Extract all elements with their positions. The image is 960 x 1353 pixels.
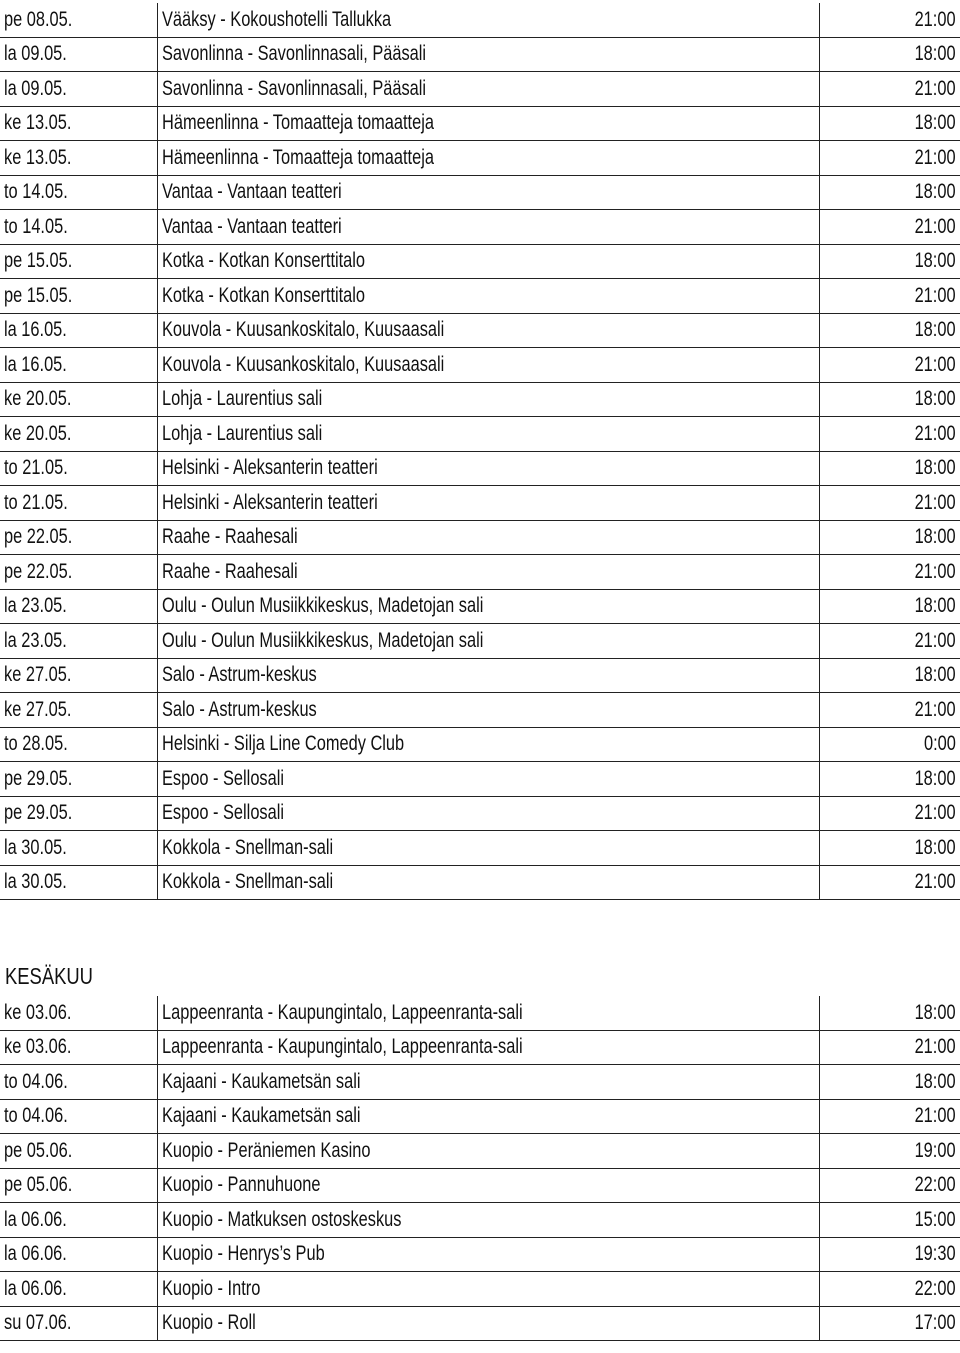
time-cell (819, 865, 960, 900)
venue-text: Espoo - Sellosali (161, 801, 284, 825)
venue-text: Vääksy - Kokoushotelli Tallukka (161, 7, 391, 31)
time-cell (819, 1065, 960, 1100)
schedule-row (0, 72, 960, 107)
time-cell (819, 589, 960, 624)
venue-text: Kokkola - Snellman-sali (161, 835, 333, 859)
date-text: la 30.05. (4, 835, 67, 859)
venue-text: Kokkola - Snellman-sali (161, 870, 333, 894)
date-text: la 06.06. (4, 1242, 67, 1266)
venue-text: Oulu - Oulun Musiikkikeskus, Madetojan sali (161, 594, 483, 618)
date-text: su 07.06. (4, 1311, 72, 1335)
date-text: la 16.05. (4, 318, 67, 342)
time-cell (819, 1306, 960, 1341)
date-cell (0, 658, 157, 693)
venue-cell (157, 1203, 819, 1238)
venue-text: Vantaa - Vantaan teatteri (161, 214, 342, 238)
schedule-row (0, 1306, 960, 1341)
venue-text: Lappeenranta - Kaupungintalo, Lappeenranta-sali (161, 1000, 523, 1024)
date-cell (0, 996, 157, 1030)
date-cell (0, 624, 157, 659)
venue-cell (157, 520, 819, 555)
date-cell (0, 451, 157, 486)
venue-text: Kuopio - Henrys’s Pub (161, 1242, 325, 1266)
time-text: 21:00 (914, 7, 956, 31)
date-cell (0, 279, 157, 314)
schedule-row (0, 658, 960, 693)
venue-text: Oulu - Oulun Musiikkikeskus, Madetojan sali (161, 628, 483, 652)
date-cell (0, 1203, 157, 1238)
time-cell (819, 1237, 960, 1272)
date-cell (0, 210, 157, 245)
time-cell (819, 210, 960, 245)
venue-cell (157, 244, 819, 279)
time-text: 21:00 (914, 352, 956, 376)
schedule-row (0, 693, 960, 728)
date-text: to 14.05. (4, 214, 68, 238)
date-text: ke 13.05. (4, 145, 72, 169)
time-text: 19:00 (914, 1138, 956, 1162)
venue-text: Savonlinna - Savonlinnasali, Pääsali (161, 76, 426, 100)
date-cell (0, 486, 157, 521)
time-text: 18:00 (914, 594, 956, 618)
date-cell (0, 382, 157, 417)
schedule-row (0, 762, 960, 797)
time-text: 18:00 (914, 249, 956, 273)
date-cell (0, 244, 157, 279)
venue-text: Savonlinna - Savonlinnasali, Pääsali (161, 42, 426, 66)
venue-text: Lohja - Laurentius sali (161, 387, 322, 411)
time-cell (819, 279, 960, 314)
date-text: to 28.05. (4, 732, 68, 756)
time-cell (819, 796, 960, 831)
time-text: 21:00 (914, 1104, 956, 1128)
venue-cell (157, 141, 819, 176)
venue-cell (157, 589, 819, 624)
date-text: to 21.05. (4, 456, 68, 480)
time-cell (819, 727, 960, 762)
time-text: 18:00 (914, 111, 956, 135)
date-cell (0, 313, 157, 348)
venue-cell (157, 451, 819, 486)
date-cell (0, 727, 157, 762)
venue-text: Hämeenlinna - Tomaatteja tomaatteja (161, 111, 434, 135)
date-text: la 09.05. (4, 76, 67, 100)
schedule-row (0, 175, 960, 210)
time-text: 18:00 (914, 1069, 956, 1093)
schedule-row (0, 348, 960, 383)
date-cell (0, 141, 157, 176)
venue-cell (157, 762, 819, 797)
time-text: 21:00 (914, 628, 956, 652)
venue-cell (157, 348, 819, 383)
time-text: 0:00 (923, 732, 956, 756)
venue-cell (157, 37, 819, 72)
schedule-row (0, 141, 960, 176)
venue-cell (157, 831, 819, 866)
date-text: to 21.05. (4, 490, 68, 514)
time-cell (819, 37, 960, 72)
time-text: 21:00 (914, 801, 956, 825)
venue-cell (157, 865, 819, 900)
venue-text: Vantaa - Vantaan teatteri (161, 180, 342, 204)
venue-cell (157, 1099, 819, 1134)
venue-cell (157, 693, 819, 728)
venue-text: Kuopio - Peräniemen Kasino (161, 1138, 371, 1162)
date-text: ke 27.05. (4, 697, 72, 721)
time-text: 22:00 (914, 1173, 956, 1197)
time-cell (819, 1272, 960, 1307)
venue-cell (157, 486, 819, 521)
date-text: la 23.05. (4, 628, 67, 652)
date-cell (0, 831, 157, 866)
venue-cell (157, 1030, 819, 1065)
schedule-row (0, 796, 960, 831)
time-cell (819, 451, 960, 486)
schedule-body-june (0, 996, 960, 1341)
schedule-row (0, 279, 960, 314)
date-text: pe 29.05. (4, 766, 73, 790)
date-cell (0, 1099, 157, 1134)
venue-text: Kotka - Kotkan Konserttitalo (161, 283, 365, 307)
time-cell (819, 141, 960, 176)
date-text: la 06.06. (4, 1207, 67, 1231)
date-text: pe 29.05. (4, 801, 73, 825)
time-text: 18:00 (914, 387, 956, 411)
venue-text: Hämeenlinna - Tomaatteja tomaatteja (161, 145, 434, 169)
schedule-row (0, 831, 960, 866)
time-text: 21:00 (914, 421, 956, 445)
schedule-row (0, 1168, 960, 1203)
date-cell (0, 37, 157, 72)
date-cell (0, 106, 157, 141)
schedule-row (0, 589, 960, 624)
time-text: 18:00 (914, 42, 956, 66)
date-cell (0, 520, 157, 555)
time-cell (819, 72, 960, 107)
venue-cell (157, 658, 819, 693)
date-text: ke 20.05. (4, 387, 72, 411)
time-text: 19:30 (914, 1242, 956, 1266)
venue-cell (157, 417, 819, 452)
venue-text: Kajaani - Kaukametsän sali (161, 1069, 360, 1093)
schedule-row (0, 37, 960, 72)
schedule-row (0, 486, 960, 521)
venue-text: Kuopio - Matkuksen ostoskeskus (161, 1207, 401, 1231)
time-text: 22:00 (914, 1276, 956, 1300)
venue-cell (157, 796, 819, 831)
time-text: 18:00 (914, 1000, 956, 1024)
date-text: la 06.06. (4, 1276, 67, 1300)
schedule-row (0, 244, 960, 279)
schedule-row (0, 1099, 960, 1134)
time-cell (819, 244, 960, 279)
time-cell (819, 106, 960, 141)
venue-cell (157, 382, 819, 417)
venue-cell (157, 1272, 819, 1307)
schedule-row (0, 555, 960, 590)
time-cell (819, 1030, 960, 1065)
date-text: pe 05.06. (4, 1138, 73, 1162)
time-text: 21:00 (914, 697, 956, 721)
schedule-row (0, 1030, 960, 1065)
date-text: pe 15.05. (4, 249, 73, 273)
venue-cell (157, 1065, 819, 1100)
date-text: pe 22.05. (4, 559, 73, 583)
schedule-row (0, 996, 960, 1030)
time-cell (819, 175, 960, 210)
venue-cell (157, 555, 819, 590)
time-cell (819, 693, 960, 728)
date-text: ke 20.05. (4, 421, 72, 445)
time-text: 21:00 (914, 559, 956, 583)
venue-text: Salo - Astrum-keskus (161, 697, 317, 721)
schedule-row (0, 624, 960, 659)
time-text: 15:00 (914, 1207, 956, 1231)
date-cell (0, 1030, 157, 1065)
schedule-row (0, 106, 960, 141)
time-cell (819, 658, 960, 693)
venue-text: Helsinki - Aleksanterin teatteri (161, 456, 378, 480)
schedule-row (0, 382, 960, 417)
time-cell (819, 624, 960, 659)
time-cell (819, 762, 960, 797)
venue-cell (157, 624, 819, 659)
time-text: 21:00 (914, 1035, 956, 1059)
date-cell (0, 1134, 157, 1169)
date-text: pe 05.06. (4, 1173, 73, 1197)
schedule-row (0, 1203, 960, 1238)
date-cell (0, 1306, 157, 1341)
date-text: pe 15.05. (4, 283, 73, 307)
schedule-row (0, 1237, 960, 1272)
venue-cell (157, 106, 819, 141)
time-text: 18:00 (914, 663, 956, 687)
time-text: 21:00 (914, 490, 956, 514)
time-cell (819, 520, 960, 555)
time-cell (819, 486, 960, 521)
schedule-row (0, 1272, 960, 1307)
time-cell (819, 1203, 960, 1238)
venue-cell (157, 1134, 819, 1169)
date-text: la 09.05. (4, 42, 67, 66)
venue-cell (157, 175, 819, 210)
venue-text: Helsinki - Aleksanterin teatteri (161, 490, 378, 514)
date-cell (0, 348, 157, 383)
venue-cell (157, 727, 819, 762)
schedule-row (0, 417, 960, 452)
venue-cell (157, 1237, 819, 1272)
venue-text: Kuopio - Intro (161, 1276, 260, 1300)
date-cell (0, 555, 157, 590)
date-text: pe 22.05. (4, 525, 73, 549)
date-cell (0, 1168, 157, 1203)
time-cell (819, 382, 960, 417)
schedule-row (0, 865, 960, 900)
time-text: 21:00 (914, 870, 956, 894)
schedule-body-may (0, 3, 960, 900)
venue-cell (157, 1168, 819, 1203)
time-cell (819, 996, 960, 1030)
venue-text: Lappeenranta - Kaupungintalo, Lappeenranta-sali (161, 1035, 523, 1059)
time-cell (819, 555, 960, 590)
date-text: ke 13.05. (4, 111, 72, 135)
venue-text: Kouvola - Kuusankoskitalo, Kuusaasali (161, 318, 444, 342)
time-text: 18:00 (914, 180, 956, 204)
date-cell (0, 762, 157, 797)
date-cell (0, 796, 157, 831)
venue-cell (157, 72, 819, 107)
date-cell (0, 3, 157, 37)
venue-cell (157, 210, 819, 245)
venue-cell (157, 1306, 819, 1341)
time-cell (819, 831, 960, 866)
date-cell (0, 175, 157, 210)
venue-text: Raahe - Raahesali (161, 525, 298, 549)
time-cell (819, 348, 960, 383)
date-text: ke 27.05. (4, 663, 72, 687)
schedule-row (0, 3, 960, 37)
schedule-row (0, 451, 960, 486)
time-cell (819, 1168, 960, 1203)
time-text: 18:00 (914, 318, 956, 342)
venue-text: Kouvola - Kuusankoskitalo, Kuusaasali (161, 352, 444, 376)
date-text: to 04.06. (4, 1069, 68, 1093)
venue-cell (157, 3, 819, 37)
date-text: ke 03.06. (4, 1000, 72, 1024)
date-cell (0, 1065, 157, 1100)
venue-text: Kuopio - Pannuhuone (161, 1173, 320, 1197)
date-cell (0, 865, 157, 900)
date-text: to 04.06. (4, 1104, 68, 1128)
venue-text: Helsinki - Silja Line Comedy Club (161, 732, 404, 756)
date-text: pe 08.05. (4, 7, 73, 31)
time-text: 21:00 (914, 76, 956, 100)
venue-cell (157, 279, 819, 314)
time-cell (819, 3, 960, 37)
venue-text: Kuopio - Roll (161, 1311, 256, 1335)
date-text: la 30.05. (4, 870, 67, 894)
schedule-row (0, 1065, 960, 1100)
venue-text: Raahe - Raahesali (161, 559, 298, 583)
date-cell (0, 1237, 157, 1272)
schedule-row (0, 313, 960, 348)
time-text: 21:00 (914, 283, 956, 307)
time-cell (819, 1099, 960, 1134)
schedule-row (0, 210, 960, 245)
date-cell (0, 72, 157, 107)
schedule-row (0, 1134, 960, 1169)
date-text: la 16.05. (4, 352, 67, 376)
venue-text: Salo - Astrum-keskus (161, 663, 317, 687)
date-cell (0, 693, 157, 728)
date-cell (0, 1272, 157, 1307)
date-cell (0, 417, 157, 452)
time-text: 18:00 (914, 525, 956, 549)
schedule-row (0, 727, 960, 762)
date-cell (0, 589, 157, 624)
venue-cell (157, 996, 819, 1030)
section-heading-june (5, 963, 115, 990)
schedule-table-june (0, 996, 960, 1341)
date-text: to 14.05. (4, 180, 68, 204)
time-cell (819, 417, 960, 452)
time-text: 21:00 (914, 214, 956, 238)
time-text: 18:00 (914, 835, 956, 859)
time-text: 21:00 (914, 145, 956, 169)
venue-text: Espoo - Sellosali (161, 766, 284, 790)
time-text: 18:00 (914, 766, 956, 790)
date-text: ke 03.06. (4, 1035, 72, 1059)
time-text: 18:00 (914, 456, 956, 480)
time-cell (819, 313, 960, 348)
date-text: la 23.05. (4, 594, 67, 618)
venue-text: Kotka - Kotkan Konserttitalo (161, 249, 365, 273)
time-text: 17:00 (914, 1311, 956, 1335)
venue-text: Kajaani - Kaukametsän sali (161, 1104, 360, 1128)
time-cell (819, 1134, 960, 1169)
schedule-table-may (0, 3, 960, 900)
venue-text: Lohja - Laurentius sali (161, 421, 322, 445)
section-heading-label: KESÄKUU (5, 963, 93, 989)
venue-cell (157, 313, 819, 348)
schedule-row (0, 520, 960, 555)
